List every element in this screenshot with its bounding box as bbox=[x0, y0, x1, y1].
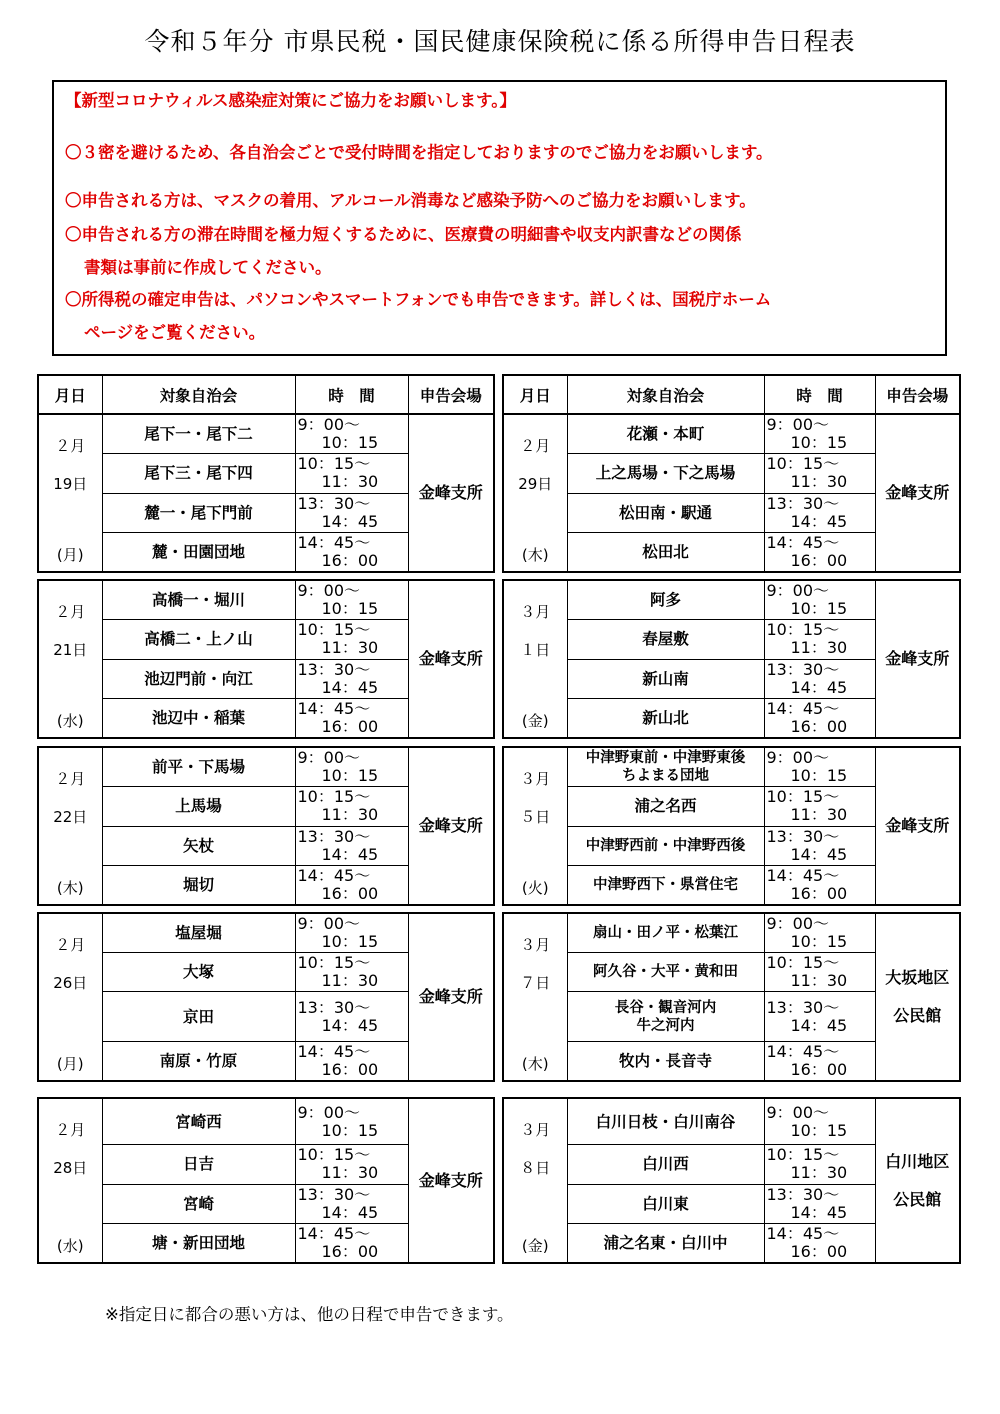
time-cell bbox=[295, 1098, 408, 1145]
time-start: 9：00～ bbox=[766, 415, 830, 434]
time-end: 10：15 bbox=[790, 931, 848, 951]
time-cell bbox=[295, 826, 408, 866]
time-end: 14：45 bbox=[321, 511, 379, 531]
time-start: 13：30～ bbox=[766, 493, 840, 513]
date-weekday: (木) bbox=[521, 546, 549, 564]
time-start: 10：15～ bbox=[766, 620, 840, 640]
time-start: 14：45～ bbox=[766, 533, 840, 552]
notice-line: 〇申告される方は、マスクの着用、アルコール消毒など感染予防へのご協力をお願いします。 bbox=[65, 191, 756, 210]
notice-line: 書類は事前に作成してください。 bbox=[84, 258, 332, 277]
date-day: ８日 bbox=[520, 1159, 551, 1177]
time-start: 14：45～ bbox=[766, 1042, 840, 1061]
date-cell bbox=[38, 747, 102, 905]
time-end: 10：15 bbox=[321, 931, 379, 951]
association-cell: 長谷・観音河内 牛之河内 bbox=[567, 992, 764, 1042]
schedule-block bbox=[502, 746, 961, 906]
date-month: ３月 bbox=[520, 603, 551, 621]
time-end: 14：45 bbox=[790, 1015, 848, 1035]
time-cell bbox=[764, 533, 875, 573]
association-cell: 堀切 bbox=[102, 866, 295, 906]
time-end: 10：15 bbox=[790, 766, 848, 785]
time-end: 10：15 bbox=[790, 1120, 848, 1140]
association-cell: 京田 bbox=[102, 992, 295, 1042]
association-cell: 中津野西前・中津野西後 bbox=[567, 826, 764, 866]
time-start: 13：30～ bbox=[766, 826, 840, 846]
time-start: 10：15～ bbox=[766, 953, 840, 973]
time-start: 14：45～ bbox=[766, 699, 840, 718]
date-cell bbox=[503, 1098, 567, 1263]
table-row bbox=[503, 414, 960, 454]
header-time: 時 間 bbox=[295, 375, 408, 414]
time-end: 16：00 bbox=[790, 1060, 848, 1079]
date-day: 21日 bbox=[53, 641, 88, 659]
date-weekday: (月) bbox=[56, 1055, 84, 1073]
header-association: 対象自治会 bbox=[567, 375, 764, 414]
time-cell bbox=[764, 1184, 875, 1223]
time-cell bbox=[295, 1042, 408, 1081]
date-weekday: (木) bbox=[521, 1055, 549, 1073]
date-cell bbox=[38, 414, 102, 572]
date-month: ２月 bbox=[55, 936, 86, 954]
table-row bbox=[38, 414, 494, 454]
schedule-block bbox=[37, 746, 495, 906]
venue-cell: 金峰支所 bbox=[408, 1098, 494, 1263]
time-start: 9：00～ bbox=[766, 748, 830, 767]
notice-line: 〇所得税の確定申告は、パソコンやスマートフォンでも申告できます。詳しくは、国税庁ホーム bbox=[65, 290, 772, 309]
association-cell: 日吉 bbox=[102, 1145, 295, 1184]
time-cell bbox=[764, 493, 875, 533]
date-cell bbox=[503, 913, 567, 1081]
association-cell: 阿久谷・大平・黄和田 bbox=[567, 952, 764, 991]
date-weekday: (木) bbox=[56, 879, 84, 897]
venue-cell: 金峰支所 bbox=[408, 747, 494, 905]
venue-cell: 金峰支所 bbox=[875, 580, 960, 738]
association-cell: 尾下三・尾下四 bbox=[102, 454, 295, 494]
venue-cell: 金峰支所 bbox=[408, 913, 494, 1081]
time-end: 14：45 bbox=[790, 844, 848, 864]
time-end: 10：15 bbox=[790, 433, 848, 452]
time-cell bbox=[764, 1042, 875, 1081]
time-start: 13：30～ bbox=[766, 1184, 840, 1204]
date-cell bbox=[503, 414, 567, 572]
time-end: 14：45 bbox=[790, 677, 848, 697]
date-weekday: (水) bbox=[56, 1237, 84, 1255]
association-cell: 大塚 bbox=[102, 952, 295, 991]
date-day: 29日 bbox=[518, 475, 553, 493]
time-end: 10：15 bbox=[321, 766, 379, 785]
time-start: 9：00～ bbox=[297, 748, 361, 767]
date-weekday: (火) bbox=[521, 879, 549, 897]
date-day: 26日 bbox=[53, 974, 88, 992]
time-end: 16：00 bbox=[790, 1242, 848, 1261]
association-cell: 松田北 bbox=[567, 533, 764, 573]
time-end: 16：00 bbox=[321, 717, 379, 736]
date-month: ２月 bbox=[55, 603, 86, 621]
time-start: 9：00～ bbox=[766, 913, 830, 933]
association-cell: 麓一・尾下門前 bbox=[102, 493, 295, 533]
time-end: 10：15 bbox=[321, 1120, 379, 1140]
time-cell bbox=[764, 952, 875, 991]
time-start: 14：45～ bbox=[766, 866, 840, 885]
time-start: 9：00～ bbox=[297, 581, 361, 600]
time-end: 16：00 bbox=[790, 551, 848, 570]
time-start: 13：30～ bbox=[297, 1184, 371, 1204]
association-cell: 中津野西下・県営住宅 bbox=[567, 866, 764, 906]
time-cell bbox=[295, 699, 408, 739]
time-cell bbox=[295, 913, 408, 952]
time-end: 11：30 bbox=[321, 971, 379, 991]
venue-cell: 白川地区 公民館 bbox=[875, 1098, 960, 1263]
date-day: １日 bbox=[520, 641, 551, 659]
time-start: 13：30～ bbox=[297, 826, 371, 846]
date-month: ２月 bbox=[55, 1121, 86, 1139]
time-cell bbox=[295, 414, 408, 454]
time-end: 11：30 bbox=[790, 971, 848, 991]
time-start: 10：15～ bbox=[297, 454, 371, 474]
time-end: 16：00 bbox=[321, 551, 379, 570]
date-day: ５日 bbox=[520, 808, 551, 826]
date-day: 22日 bbox=[53, 808, 88, 826]
time-start: 14：45～ bbox=[297, 1224, 371, 1243]
time-cell bbox=[295, 787, 408, 827]
table-row bbox=[503, 580, 960, 620]
notice-line: ページをご覧ください。 bbox=[84, 323, 266, 342]
association-cell: 春屋敷 bbox=[567, 620, 764, 660]
schedule-block bbox=[37, 579, 495, 739]
time-cell bbox=[295, 493, 408, 533]
time-end: 10：15 bbox=[321, 599, 379, 618]
association-cell: 上馬場 bbox=[102, 787, 295, 827]
header-time: 時 間 bbox=[764, 375, 875, 414]
time-start: 9：00～ bbox=[297, 913, 361, 933]
time-cell bbox=[764, 699, 875, 739]
date-cell bbox=[38, 1098, 102, 1263]
date-cell bbox=[503, 580, 567, 738]
table-row bbox=[503, 1098, 960, 1145]
notice-line: 【新型コロナウィルス感染症対策にご協力をお願いします。】 bbox=[65, 91, 516, 110]
time-cell bbox=[764, 826, 875, 866]
schedule-header-left bbox=[37, 374, 495, 415]
page-title: 令和５年分 市県民税・国民健康保険税に係る所得申告日程表 bbox=[144, 27, 856, 56]
time-start: 14：45～ bbox=[297, 1042, 371, 1061]
association-cell: 白川東 bbox=[567, 1184, 764, 1223]
date-month: ２月 bbox=[520, 437, 551, 455]
table-row bbox=[38, 1098, 494, 1145]
time-cell bbox=[764, 992, 875, 1042]
time-start: 10：15～ bbox=[766, 1145, 840, 1165]
notice-box bbox=[52, 80, 947, 356]
venue-cell: 金峰支所 bbox=[408, 580, 494, 738]
time-cell bbox=[764, 1224, 875, 1264]
time-start: 13：30～ bbox=[766, 997, 840, 1017]
schedule-block bbox=[502, 912, 961, 1082]
table-row bbox=[503, 747, 960, 787]
association-cell: 新山南 bbox=[567, 659, 764, 699]
association-cell: 新山北 bbox=[567, 699, 764, 739]
time-cell bbox=[295, 659, 408, 699]
time-end: 14：45 bbox=[790, 1202, 848, 1222]
time-end: 11：30 bbox=[321, 1163, 379, 1183]
date-cell bbox=[38, 913, 102, 1081]
time-cell bbox=[295, 747, 408, 787]
header-date: 月日 bbox=[503, 375, 567, 414]
association-cell: 牧内・長音寺 bbox=[567, 1042, 764, 1081]
time-start: 14：45～ bbox=[297, 533, 371, 552]
association-cell: 南原・竹原 bbox=[102, 1042, 295, 1081]
schedule-block bbox=[37, 413, 495, 573]
time-start: 14：45～ bbox=[766, 1224, 840, 1243]
date-day: 28日 bbox=[53, 1159, 88, 1177]
time-cell bbox=[295, 1184, 408, 1223]
time-start: 13：30～ bbox=[766, 659, 840, 679]
time-end: 10：15 bbox=[321, 433, 379, 452]
date-weekday: (金) bbox=[521, 712, 549, 730]
time-start: 10：15～ bbox=[297, 620, 371, 640]
time-cell bbox=[295, 992, 408, 1042]
time-start: 10：15～ bbox=[297, 787, 371, 807]
time-cell bbox=[295, 1224, 408, 1264]
schedule-block bbox=[502, 1097, 961, 1264]
association-cell: 白川西 bbox=[567, 1145, 764, 1184]
time-cell bbox=[764, 580, 875, 620]
time-cell bbox=[764, 1145, 875, 1184]
time-cell bbox=[764, 620, 875, 660]
date-cell bbox=[38, 580, 102, 738]
venue-cell: 大坂地区 公民館 bbox=[875, 913, 960, 1081]
date-weekday: (金) bbox=[521, 1237, 549, 1255]
time-cell bbox=[295, 454, 408, 494]
venue-cell: 金峰支所 bbox=[408, 414, 494, 572]
time-cell bbox=[295, 620, 408, 660]
time-cell bbox=[295, 1145, 408, 1184]
association-cell: 花瀬・本町 bbox=[567, 414, 764, 454]
time-end: 14：45 bbox=[321, 1015, 379, 1035]
time-start: 10：15～ bbox=[766, 454, 840, 474]
time-end: 16：00 bbox=[790, 884, 848, 903]
date-cell bbox=[503, 747, 567, 905]
schedule-block bbox=[37, 1097, 495, 1264]
schedule-block bbox=[502, 413, 961, 573]
association-cell: 高橋一・堀川 bbox=[102, 580, 295, 620]
association-cell: 池辺門前・向江 bbox=[102, 659, 295, 699]
association-cell: 白川日枝・白川南谷 bbox=[567, 1098, 764, 1145]
date-day: ７日 bbox=[520, 974, 551, 992]
notice-line: 〇３密を避けるため、各自治会ごとで受付時間を指定しておりますのでご協力をお願いします。 bbox=[65, 143, 773, 162]
time-end: 16：00 bbox=[321, 1060, 379, 1079]
time-start: 9：00～ bbox=[297, 415, 361, 434]
header-venue: 申告会場 bbox=[875, 375, 960, 414]
time-end: 11：30 bbox=[790, 805, 848, 825]
header-date: 月日 bbox=[38, 375, 102, 414]
association-cell: 高橋二・上ノ山 bbox=[102, 620, 295, 660]
time-cell bbox=[295, 533, 408, 573]
association-cell: 宮崎 bbox=[102, 1184, 295, 1223]
time-cell bbox=[295, 580, 408, 620]
notice-line: 〇申告される方の滞在時間を極力短くするために、医療費の明細書や収支内訳書などの関係 bbox=[65, 225, 742, 244]
association-cell: 上之馬場・下之馬場 bbox=[567, 454, 764, 494]
association-cell: 塘・新田団地 bbox=[102, 1224, 295, 1264]
association-cell: 塩屋堀 bbox=[102, 913, 295, 952]
association-cell: 宮崎西 bbox=[102, 1098, 295, 1145]
time-cell bbox=[295, 952, 408, 991]
time-start: 10：15～ bbox=[766, 787, 840, 807]
venue-cell: 金峰支所 bbox=[875, 414, 960, 572]
date-month: ３月 bbox=[520, 770, 551, 788]
time-cell bbox=[764, 659, 875, 699]
association-cell: 前平・下馬場 bbox=[102, 747, 295, 787]
time-cell bbox=[764, 787, 875, 827]
table-row bbox=[38, 747, 494, 787]
schedule-block bbox=[502, 579, 961, 739]
date-day: 19日 bbox=[53, 475, 88, 493]
association-cell: 阿多 bbox=[567, 580, 764, 620]
association-cell: 浦之名西 bbox=[567, 787, 764, 827]
header-association: 対象自治会 bbox=[102, 375, 295, 414]
time-start: 9：00～ bbox=[297, 1102, 361, 1122]
time-end: 14：45 bbox=[790, 511, 848, 531]
association-cell: 麓・田園団地 bbox=[102, 533, 295, 573]
association-cell: 松田南・駅通 bbox=[567, 493, 764, 533]
time-start: 14：45～ bbox=[297, 699, 371, 718]
time-cell bbox=[295, 866, 408, 906]
time-start: 10：15～ bbox=[297, 953, 371, 973]
table-row bbox=[38, 913, 494, 952]
time-end: 11：30 bbox=[321, 805, 379, 825]
date-month: ２月 bbox=[55, 437, 86, 455]
association-cell: 浦之名東・白川中 bbox=[567, 1224, 764, 1264]
time-end: 11：30 bbox=[321, 638, 379, 658]
association-cell: 池辺中・稲葉 bbox=[102, 699, 295, 739]
time-cell bbox=[764, 1098, 875, 1145]
time-cell bbox=[764, 866, 875, 906]
header-venue: 申告会場 bbox=[408, 375, 494, 414]
table-row bbox=[503, 913, 960, 952]
table-row bbox=[38, 580, 494, 620]
association-cell: 扇山・田ノ平・松葉江 bbox=[567, 913, 764, 952]
date-weekday: (水) bbox=[56, 712, 84, 730]
date-month: ３月 bbox=[520, 1121, 551, 1139]
time-cell bbox=[764, 747, 875, 787]
association-cell: 矢杖 bbox=[102, 826, 295, 866]
time-end: 11：30 bbox=[790, 472, 848, 492]
time-end: 11：30 bbox=[321, 472, 379, 492]
venue-cell: 金峰支所 bbox=[875, 747, 960, 905]
date-month: ２月 bbox=[55, 770, 86, 788]
time-start: 9：00～ bbox=[766, 1102, 830, 1122]
footnote: ※指定日に都合の悪い方は、他の日程で申告できます。 bbox=[105, 1305, 514, 1324]
time-end: 16：00 bbox=[321, 1242, 379, 1261]
time-cell bbox=[764, 913, 875, 952]
time-end: 10：15 bbox=[790, 599, 848, 618]
time-end: 14：45 bbox=[321, 677, 379, 697]
time-end: 14：45 bbox=[321, 1202, 379, 1222]
time-start: 14：45～ bbox=[297, 866, 371, 885]
date-weekday: (月) bbox=[56, 546, 84, 564]
time-end: 11：30 bbox=[790, 1163, 848, 1183]
time-start: 9：00～ bbox=[766, 581, 830, 600]
date-month: ３月 bbox=[520, 936, 551, 954]
time-end: 16：00 bbox=[321, 884, 379, 903]
time-start: 13：30～ bbox=[297, 659, 371, 679]
time-start: 13：30～ bbox=[297, 997, 371, 1017]
schedule-header-right bbox=[502, 374, 961, 415]
time-cell bbox=[764, 414, 875, 454]
association-cell: 尾下一・尾下二 bbox=[102, 414, 295, 454]
association-cell: 中津野東前・中津野東後 ちよまる団地 bbox=[567, 747, 764, 787]
time-end: 11：30 bbox=[790, 638, 848, 658]
schedule-block bbox=[37, 912, 495, 1082]
time-start: 10：15～ bbox=[297, 1145, 371, 1165]
time-end: 16：00 bbox=[790, 717, 848, 736]
time-start: 13：30～ bbox=[297, 493, 371, 513]
time-end: 14：45 bbox=[321, 844, 379, 864]
time-cell bbox=[764, 454, 875, 494]
